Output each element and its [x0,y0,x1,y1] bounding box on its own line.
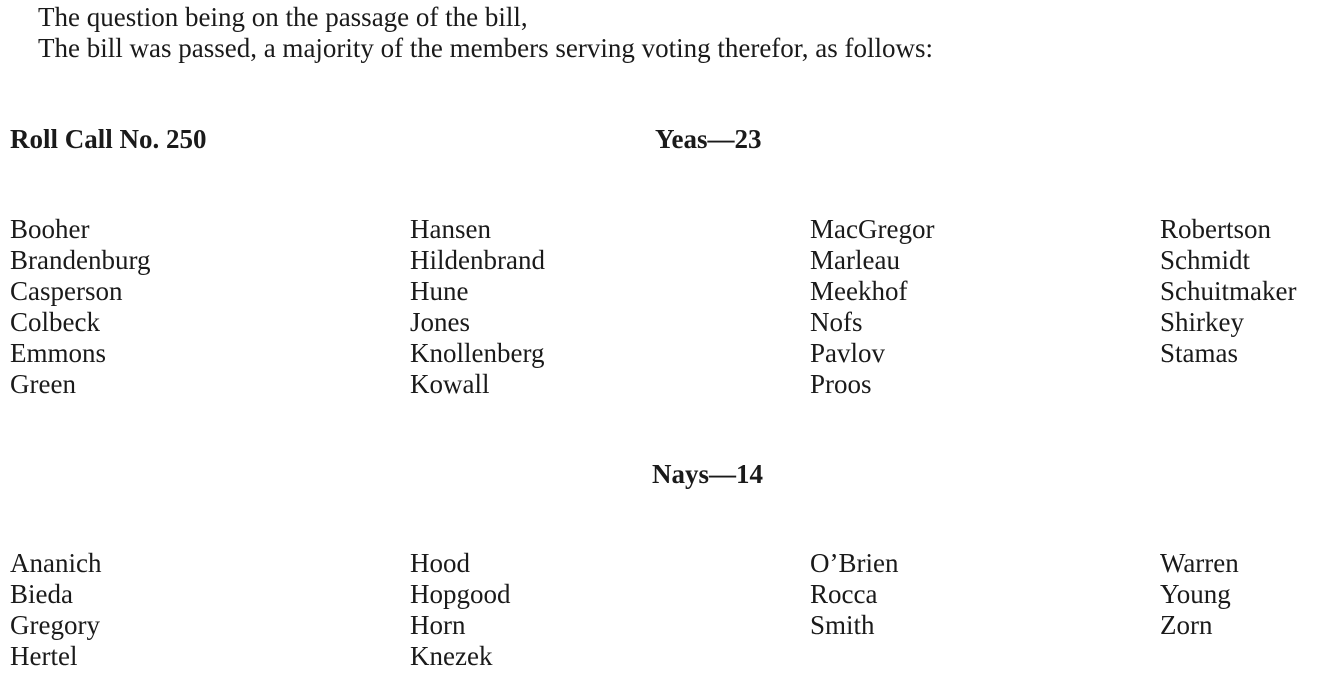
yeas-column-4 [1160,214,1296,369]
member-name: Horn [410,610,466,640]
member-name: Zorn [1160,610,1213,640]
member-name: Knollenberg [410,338,545,368]
member-name: Knezek [410,641,493,671]
intro-question-line: The question being on the passage of the bill, [38,2,528,32]
member-name: Stamas [1160,338,1238,368]
nays-column-1 [10,548,101,672]
member-name: Meekhof [810,276,908,306]
yeas-column-2 [410,214,545,400]
yeas-heading: Yeas—23 [655,124,762,154]
member-name: Casperson [10,276,123,306]
member-name: Hansen [410,214,491,244]
member-name: Robertson [1160,214,1271,244]
yeas-column-1 [10,214,150,400]
nays-column-2 [410,548,511,672]
member-name: Brandenburg [10,245,151,275]
nays-column-3 [810,548,898,641]
intro-result-line: The bill was passed, a majority of the members serving voting therefor, as follows: [38,33,933,63]
member-name: Pavlov [810,338,886,368]
member-name: Booher [10,214,90,244]
member-name: Green [10,369,76,399]
member-name: Shirkey [1160,307,1244,337]
member-name: Nofs [810,307,863,337]
member-name: Hertel [10,641,78,671]
member-name: Hune [410,276,469,306]
member-name: Hood [410,548,470,578]
member-name: Emmons [10,338,107,368]
member-name: Kowall [410,369,490,399]
nays-column-4 [1160,548,1239,641]
member-name: Rocca [810,579,878,609]
member-name: MacGregor [810,214,935,244]
member-name: O’Brien [810,548,899,578]
member-name: Smith [810,610,875,640]
member-name: Hopgood [410,579,511,609]
member-name: Colbeck [10,307,100,337]
member-name: Proos [810,369,872,399]
member-name: Hildenbrand [410,245,545,275]
member-name: Warren [1160,548,1239,578]
member-name: Young [1160,579,1231,609]
member-name: Gregory [10,610,100,640]
member-name: Jones [410,307,470,337]
member-name: Marleau [810,245,900,275]
member-name: Schuitmaker [1160,276,1297,306]
roll-call-number: Roll Call No. 250 [10,124,207,154]
member-name: Ananich [10,548,102,578]
member-name: Schmidt [1160,245,1251,275]
yeas-column-3 [810,214,934,400]
member-name: Bieda [10,579,73,609]
nays-heading: Nays—14 [652,459,764,489]
